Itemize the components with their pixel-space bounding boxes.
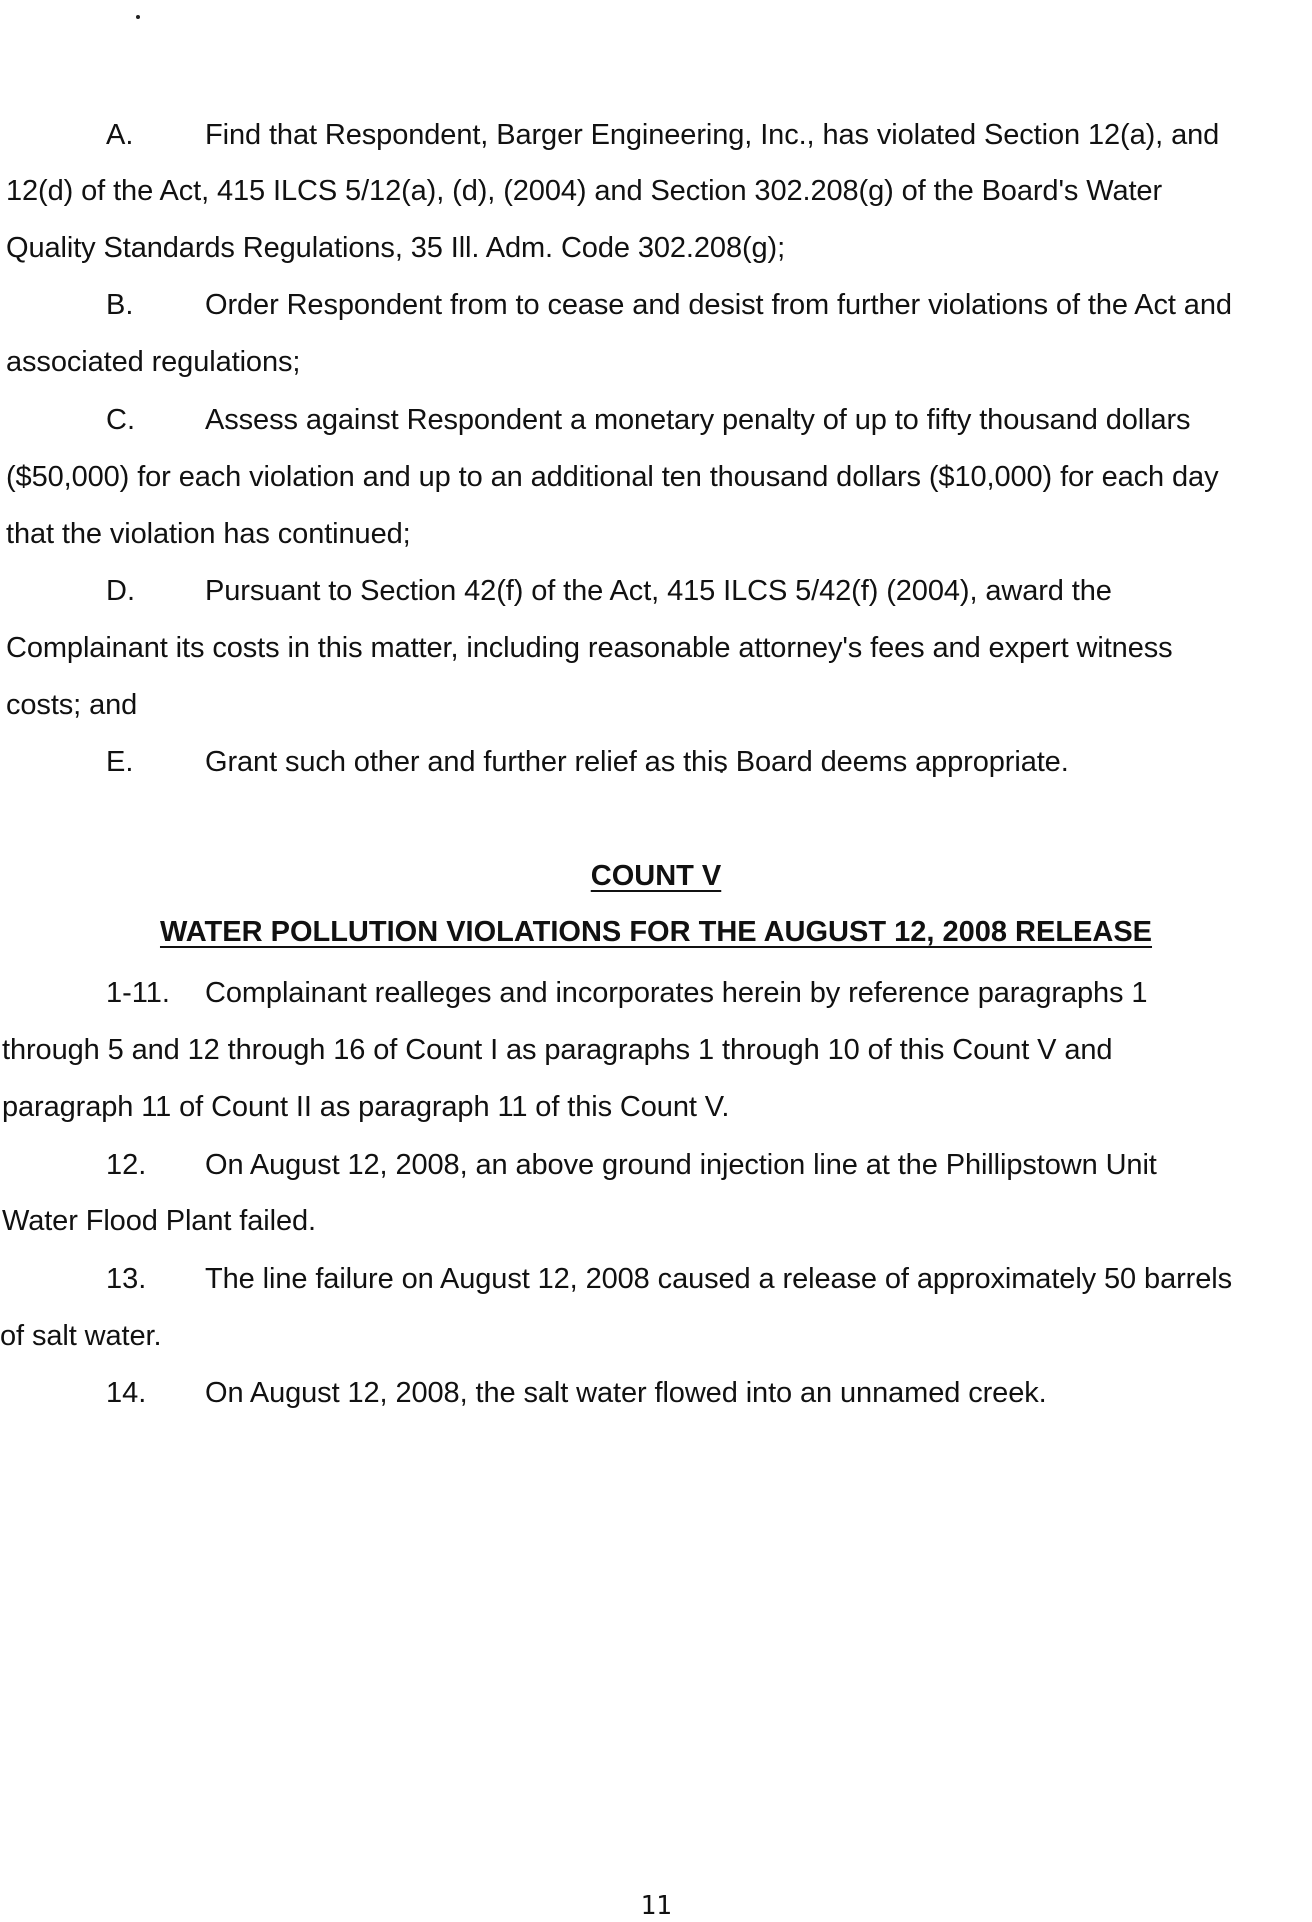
allegation-13-line-2: of salt water.	[0, 1320, 162, 1352]
paragraph-c-line-3: that the violation has continued;	[6, 518, 411, 550]
paragraph-marker-a: A.	[106, 119, 134, 151]
allegation-1-11-line-1: Complainant realleges and incorporates herein by reference paragraphs 1	[205, 977, 1148, 1009]
paragraph-marker-c: C.	[106, 404, 135, 436]
paragraph-a-line-3: Quality Standards Regulations, 35 Ill. Adm. Code 302.208(g);	[6, 232, 786, 264]
allegation-1-11-line-3: paragraph 11 of Count II as paragraph 11 of this Count V.	[2, 1091, 730, 1123]
page-number: 11	[640, 1891, 672, 1921]
allegation-1-11-line-2: through 5 and 12 through 16 of Count I as paragraphs 1 through 10 of this Count V and	[2, 1034, 1113, 1066]
paragraph-a-line-2: 12(d) of the Act, 415 ILCS 5/12(a), (d), (2004) and Section 302.208(g) of the Board's Water	[6, 175, 1163, 207]
paragraph-b-line-1: Order Respondent from to cease and desist from further violations of the Act and	[205, 289, 1232, 321]
paragraph-marker-b: B.	[106, 289, 134, 321]
paragraph-c-line-1: Assess against Respondent a monetary penalty of up to fifty thousand dollars	[205, 404, 1191, 436]
count-subheading: WATER POLLUTION VIOLATIONS FOR THE AUGUST 12, 2008 RELEASE	[159, 916, 1153, 948]
paragraph-d-line-1: Pursuant to Section 42(f) of the Act, 415 ILCS 5/42(f) (2004), award the	[205, 575, 1112, 607]
allegation-13-line-1: The line failure on August 12, 2008 caused a release of approximately 50 barrels	[205, 1263, 1232, 1295]
paragraph-marker-e: E.	[106, 746, 134, 778]
allegation-marker-12: 12.	[106, 1149, 147, 1181]
paragraph-a-line-1: Find that Respondent, Barger Engineering, Inc., has violated Section 12(a), and	[205, 119, 1220, 151]
paragraph-marker-d: D.	[106, 575, 135, 607]
count-heading: COUNT V	[590, 860, 722, 892]
paragraph-d-line-2: Complainant its costs in this matter, including reasonable attorney's fees and expert witness	[6, 632, 1173, 664]
paragraph-c-line-2: ($50,000) for each violation and up to an additional ten thousand dollars ($10,000) for each day	[6, 461, 1219, 493]
allegation-12-line-1: On August 12, 2008, an above ground injection line at the Phillipstown Unit	[205, 1149, 1157, 1181]
allegation-marker-13: 13.	[106, 1263, 147, 1295]
paragraph-b-line-2: associated regulations;	[6, 346, 301, 378]
allegation-marker-1-11: 1-11.	[106, 977, 170, 1009]
allegation-12-line-2: Water Flood Plant failed.	[2, 1205, 316, 1237]
allegation-14-line-1: On August 12, 2008, the salt water flowed into an unnamed creek.	[205, 1377, 1047, 1409]
paragraph-d-line-3: costs; and	[6, 689, 138, 721]
allegation-marker-14: 14.	[106, 1377, 147, 1409]
scan-speck	[136, 15, 140, 19]
paragraph-e-line-1: Grant such other and further relief as this Board deems appropriate.	[205, 746, 1069, 778]
